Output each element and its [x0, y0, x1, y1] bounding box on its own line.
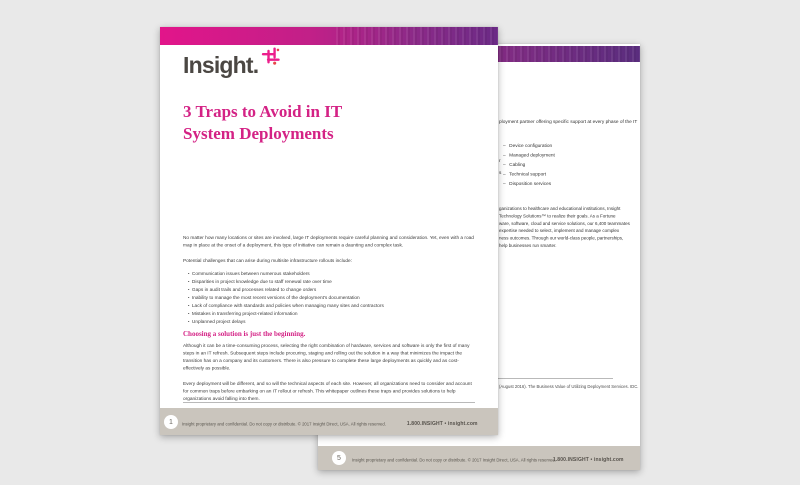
challenge-bullet-item: • Disparities in project knowledge due to staff renewal rate over time: [188, 278, 475, 286]
whitepaper-page-1: [160, 27, 498, 435]
challenges-bullet-list: [188, 270, 475, 326]
about-text-line-fragment: ness outcomes. Through our world-class people, partnerships,: [499, 235, 624, 241]
page5-services-list: [503, 141, 555, 189]
page5-citation: (August 2016). The Business Value of Utilizing Deployment Services. IDC.: [499, 384, 639, 389]
section-heading: Choosing a solution is just the beginning.: [183, 330, 306, 338]
page5-footer-bar: [318, 446, 640, 470]
page5-left-column-fragment: s: [499, 170, 502, 176]
about-text-line-fragment: expertise needed to select, implement and manage complex: [499, 228, 620, 234]
document-title-line1: 3 Traps to Avoid in IT: [183, 102, 343, 121]
body-paragraph: Every deployment will be different, and so will the technical aspects of each site. However, all organizations need to consider and account for common traps before embarking on an IT rollout or refresh. This whitepaper outlines these traps and provides solutions to help organizations avoid falling into them.: [183, 381, 472, 402]
document-title-line2: System Deployments: [183, 123, 334, 143]
service-list-item: – Managed deployment: [503, 151, 555, 161]
about-text-line-fragment: help businesses run smarter.: [499, 242, 557, 248]
intro-paragraph: No matter how many locations or sites are involved, large IT deployments require careful planning and consideration. Yet, even with a road map in place at the onset of a deployment, this type of initiative can remain a daunting and complex task.: [183, 235, 474, 248]
about-text-line-fragment: Technology Solutions™ to realize their goals. As a Fortune: [499, 213, 616, 219]
service-list-item: – Technical support: [503, 170, 555, 180]
service-list-item: – Cabling: [503, 160, 555, 170]
page1-footer-divider: [183, 402, 475, 403]
page5-left-column-fragment: r: [499, 158, 501, 164]
insight-logo: [183, 49, 282, 81]
challenge-bullet-item: • Inability to manage the most recent versions of the deployment's documentation: [188, 294, 475, 302]
challenge-bullet-item: • Lack of compliance with standards and policies when managing many sites and contractors: [188, 302, 475, 310]
body-paragraph: Although it can be a time-consuming process, selecting the right combination of hardware, services and software is only the first of many steps in an IT refresh. Subsequent steps include procuring, staging and rolling out the solution in a way that minimizes the impact the transition has on a company and its customers. There is also pressure to complete these large deployments as quickly and as cost-effectively as possible.: [183, 343, 470, 371]
footer-disclaimer: Insight proprietary and confidential. Do not copy or distribute. © 2017 Insight Direct, USA. All rights reserved.: [182, 421, 386, 427]
footer-contact-info: 1.800.INSIGHT • insight.com: [553, 456, 624, 463]
insight-logo-wordmark: Insight.: [183, 52, 259, 78]
service-list-item: – Device configuration: [503, 141, 555, 151]
page5-about-insight-paragraph: [499, 205, 630, 249]
page-number-badge: 5: [332, 451, 346, 465]
challenge-bullet-item: • Communication issues between numerous stakeholders: [188, 270, 475, 278]
challenges-lead-in: Potential challenges that can arise during multisite infrastructure rollouts include:: [183, 258, 352, 264]
page1-header-gradient-bar: [160, 27, 498, 45]
challenge-bullet-item: • Unplanned project delays: [188, 318, 475, 326]
about-text-line-fragment: ganizations to healthcare and educational institutions, Insight: [499, 206, 621, 211]
page1-footer-bar: [160, 408, 498, 435]
about-text-line-fragment: ware, software, cloud and service solutions, our 6,400 teammates: [499, 220, 630, 226]
footer-disclaimer: Insight proprietary and confidential. Do not copy or distribute. © 2017 Insight Direct, USA. All rights reserved.: [352, 457, 556, 463]
footer-contact-info: 1.800.INSIGHT • insight.com: [407, 420, 478, 427]
insight-logo-hash-icon: [260, 47, 282, 69]
page1-body-copy: [183, 234, 475, 411]
service-list-item: – Disposition services: [503, 179, 555, 189]
document-title: [183, 101, 342, 144]
challenge-bullet-item: • Mistakes in transferring project-related information: [188, 310, 475, 318]
challenge-bullet-item: • Gaps in audit trails and processes related to change orders: [188, 286, 475, 294]
page-number-badge: 1: [164, 415, 178, 429]
page5-intro-text-fragment: ployment partner offering specific support at every phase of the IT: [499, 119, 638, 125]
